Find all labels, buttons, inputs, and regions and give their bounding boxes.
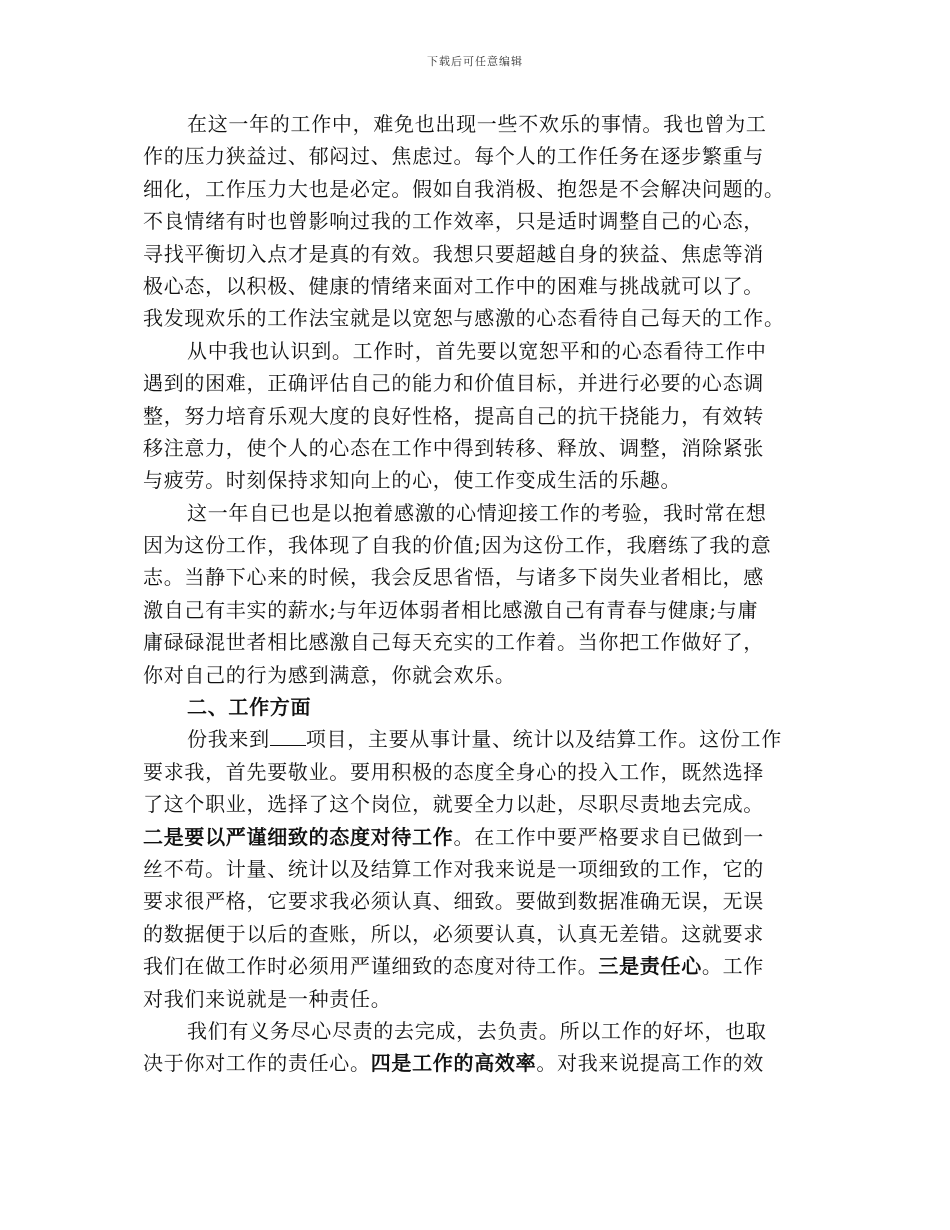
text-run: 。在工作中要严格要求自已做到一 bbox=[453, 824, 764, 849]
text-line: 极心态，以积极、健康的情绪来面对工作中的困难与挑战就可以了。 bbox=[143, 273, 764, 298]
document-body bbox=[143, 108, 818, 1080]
text-run: 决于你对工作的责任心。 bbox=[143, 1051, 371, 1076]
text-line: 激自己有丰实的薪水;与年迈体弱者相比感激自己有青春与健康;与庸 bbox=[143, 597, 759, 622]
text-line: 庸碌碌混世者相比感激自己每天充实的工作着。当你把工作做好了， bbox=[143, 630, 764, 655]
text-line: 从中我也认识到。工作时，首先要以宽恕平和的心态看待工作中 bbox=[187, 338, 767, 363]
text-line: 作的压力狭益过、郁闷过、焦虑过。每个人的工作任务在逐步繁重与 bbox=[143, 144, 764, 169]
text-line: 这一年自已也是以抱着感激的心情迎接工作的考验，我时常在想 bbox=[187, 500, 767, 525]
text-line bbox=[143, 1047, 818, 1079]
text-line: 对我们来说就是一种责任。 bbox=[143, 986, 392, 1011]
text-line: 因为这份工作，我体现了自我的价值;因为这份工作，我磨练了我的意 bbox=[143, 533, 772, 558]
text-line: 我发现欢乐的工作法宝就是以宽恕与感激的心态看待自己每天的工作。 bbox=[143, 306, 785, 331]
text-line: 在这一年的工作中，难免也出现一些不欢乐的事情。我也曾为工 bbox=[187, 112, 767, 136]
blank-underline bbox=[270, 727, 306, 746]
text-run: 。工作 bbox=[701, 954, 765, 979]
text-line: 了这个职业，选择了这个岗位，就要全力以赴，尽职尽责地去完成。 bbox=[143, 792, 764, 817]
text-line: 的数据便于以后的查账，所以，必须要认真，认真无差错。这就要求 bbox=[143, 921, 764, 946]
text-line: 要求我，首先要敬业。要用积极的态度全身心的投入工作，既然选择 bbox=[143, 759, 764, 784]
text-line bbox=[143, 723, 818, 755]
text-line: 不良情绪有时也曾影响过我的工作效率，只是适时调整自己的心态， bbox=[143, 209, 764, 234]
page-header: 下载后可任意编辑 bbox=[427, 55, 523, 68]
bold-phrase: 二是要以严谨细致的态度对待工作 bbox=[143, 824, 454, 849]
text-run: 我们在做工作时必须用严谨细致的态度对待工作。 bbox=[143, 954, 599, 979]
text-line: 丝不苟。计量、统计以及结算工作对我来说是一项细致的工作，它的 bbox=[143, 856, 764, 881]
bold-phrase: 三是责任心 bbox=[598, 954, 702, 979]
text-run: 。对我来说提高工作的效 bbox=[536, 1051, 765, 1076]
text-line: 移注意力，使个人的心态在工作中得到转移、释放、调整，消除紧张 bbox=[143, 435, 764, 460]
section-heading: 二、工作方面 bbox=[187, 695, 312, 720]
text-line: 寻找平衡切入点才是真的有效。我想只要超越自身的狭益、焦虑等消 bbox=[143, 241, 764, 266]
text-line bbox=[143, 950, 818, 982]
text-line: 整，努力培育乐观大度的良好性格，提高自己的抗干挠能力，有效转 bbox=[143, 403, 764, 428]
text-line: 我们有义务尽心尽责的去完成，去负责。所以工作的好坏，也取 bbox=[187, 1018, 767, 1043]
text-line: 志。当静下心来的时候，我会反思省悟，与诸多下岗失业者相比，感 bbox=[143, 565, 764, 590]
text-line: 细化，工作压力大也是必定。假如自我消极、抱怨是不会解决问题的。 bbox=[143, 176, 785, 201]
text-line: 要求很严格，它要求我必须认真、细致。要做到数据准确无误，无误 bbox=[143, 889, 764, 914]
bold-phrase: 四是工作的高效率 bbox=[370, 1051, 537, 1076]
text-line: 与疲劳。时刻保持求知向上的心，使工作变成生活的乐趣。 bbox=[143, 468, 682, 493]
text-run: 份我来到 bbox=[187, 727, 270, 752]
text-line: 遇到的困难，正确评估自己的能力和价值目标，并进行必要的心态调 bbox=[143, 371, 764, 396]
text-line: 你对自己的行为感到满意，你就会欢乐。 bbox=[143, 662, 516, 687]
text-line bbox=[143, 821, 818, 853]
text-run: 项目，主要从事计量、统计以及结算工作。这份工作 bbox=[305, 727, 782, 752]
